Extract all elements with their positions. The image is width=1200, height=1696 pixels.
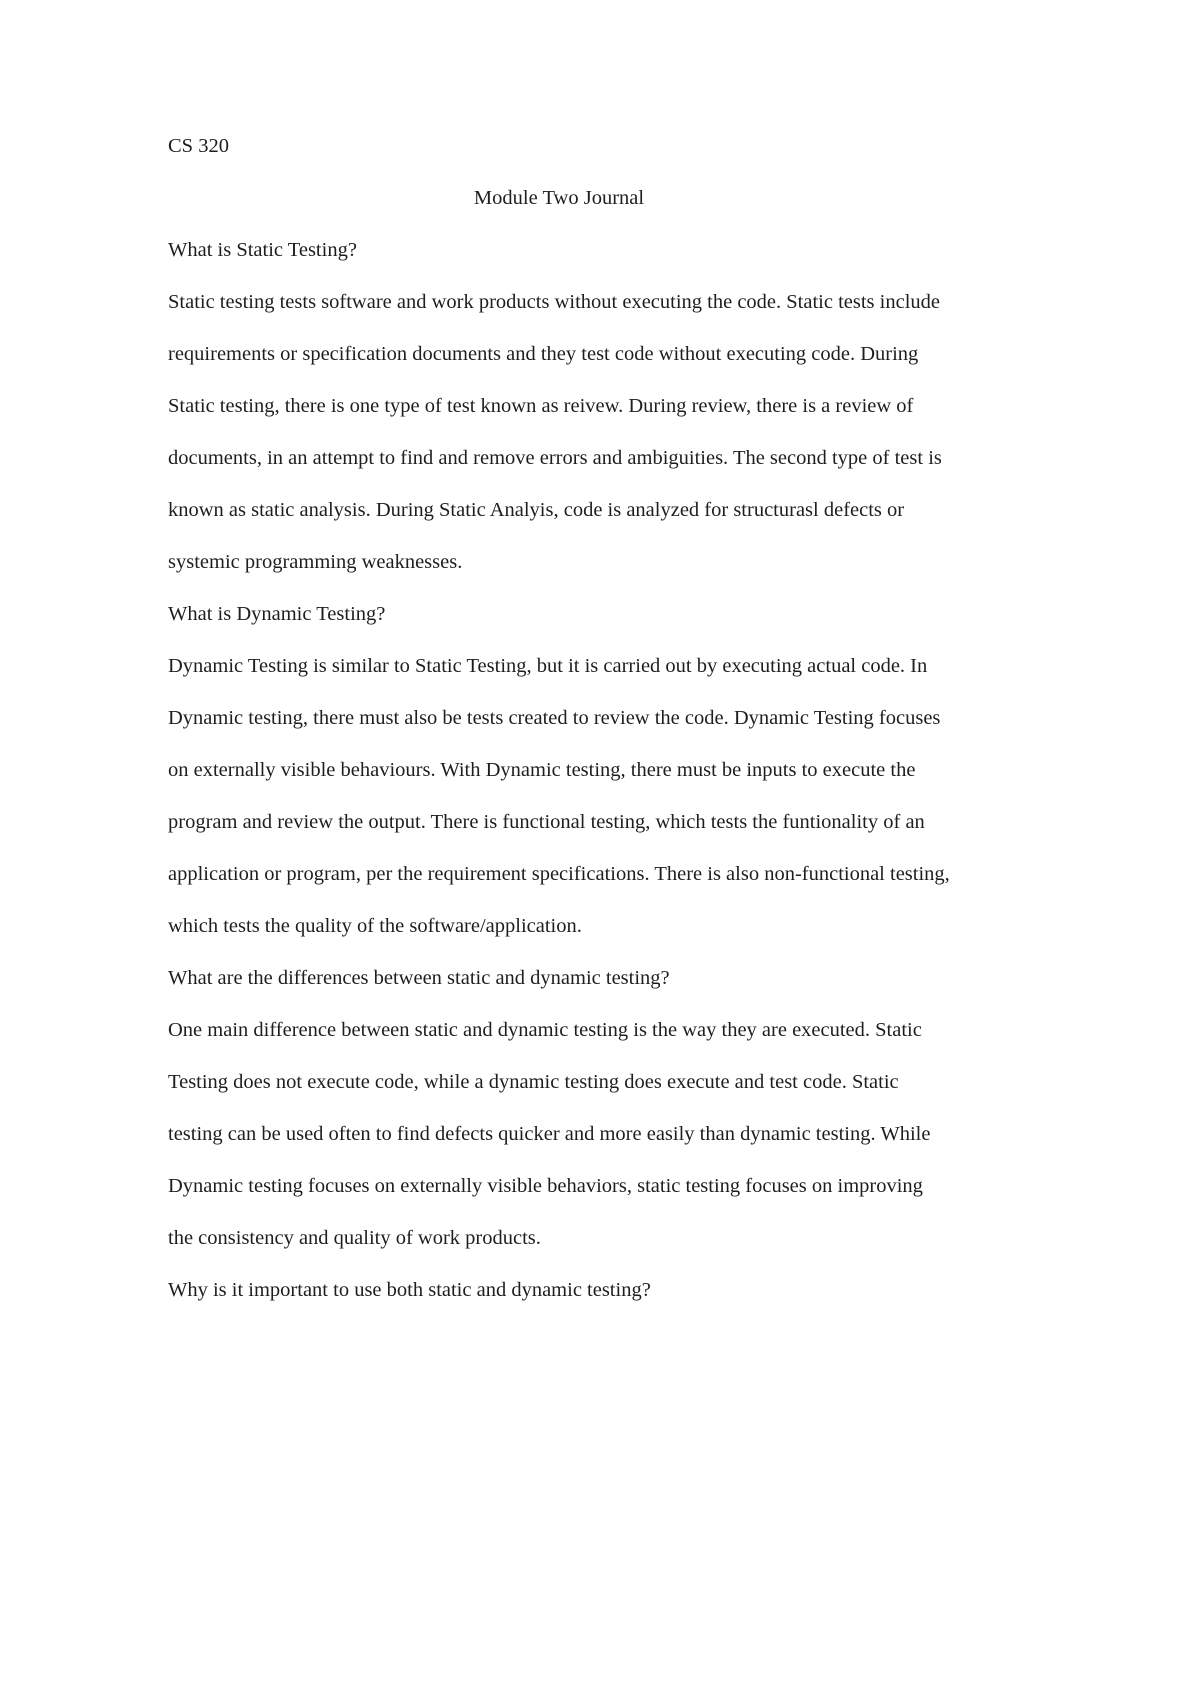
course-code: CS 320 <box>168 135 229 157</box>
section-heading-dynamic-testing: What is Dynamic Testing? <box>168 603 386 625</box>
section-body-differences: One main difference between static and dynamic testing is the way they are executed. Static Testing does not execute code, while a dynamic testing does execute and test code. Static testing can be used often to find defects quicker and more easily than dynamic testing. While Dynamic testing focuses on externally visible behaviors, static testing focuses on improving the consistency and quality of work products. <box>168 1019 931 1249</box>
section-body-static-testing: Static testing tests software and work products without executing the code. Static tests include requirements or specification documents and they test code without executing code. During Static testing, there is one type of test known as reivew. During review, there is a review of documents, in an attempt to find and remove errors and ambiguities. The second type of test is known as static analysis. During Static Analyis, code is analyzed for structurasl defects or systemic programming weaknesses. <box>168 291 942 573</box>
section-heading-differences: What are the differences between static and dynamic testing? <box>168 967 670 989</box>
section-heading-static-testing: What is Static Testing? <box>168 239 357 261</box>
section-heading-importance: Why is it important to use both static and dynamic testing? <box>168 1279 651 1301</box>
section-body-dynamic-testing: Dynamic Testing is similar to Static Testing, but it is carried out by executing actual code. In Dynamic testing, there must also be tests created to review the code. Dynamic Testing focuses on externally visible behaviours. With Dynamic testing, there must be inputs to execute the program and review the output. There is functional testing, which tests the funtionality of an application or program, per the requirement specifications. There is also non-functional testing, which tests the quality of the software/application. <box>168 655 950 937</box>
document-title: Module Two Journal <box>473 187 645 209</box>
